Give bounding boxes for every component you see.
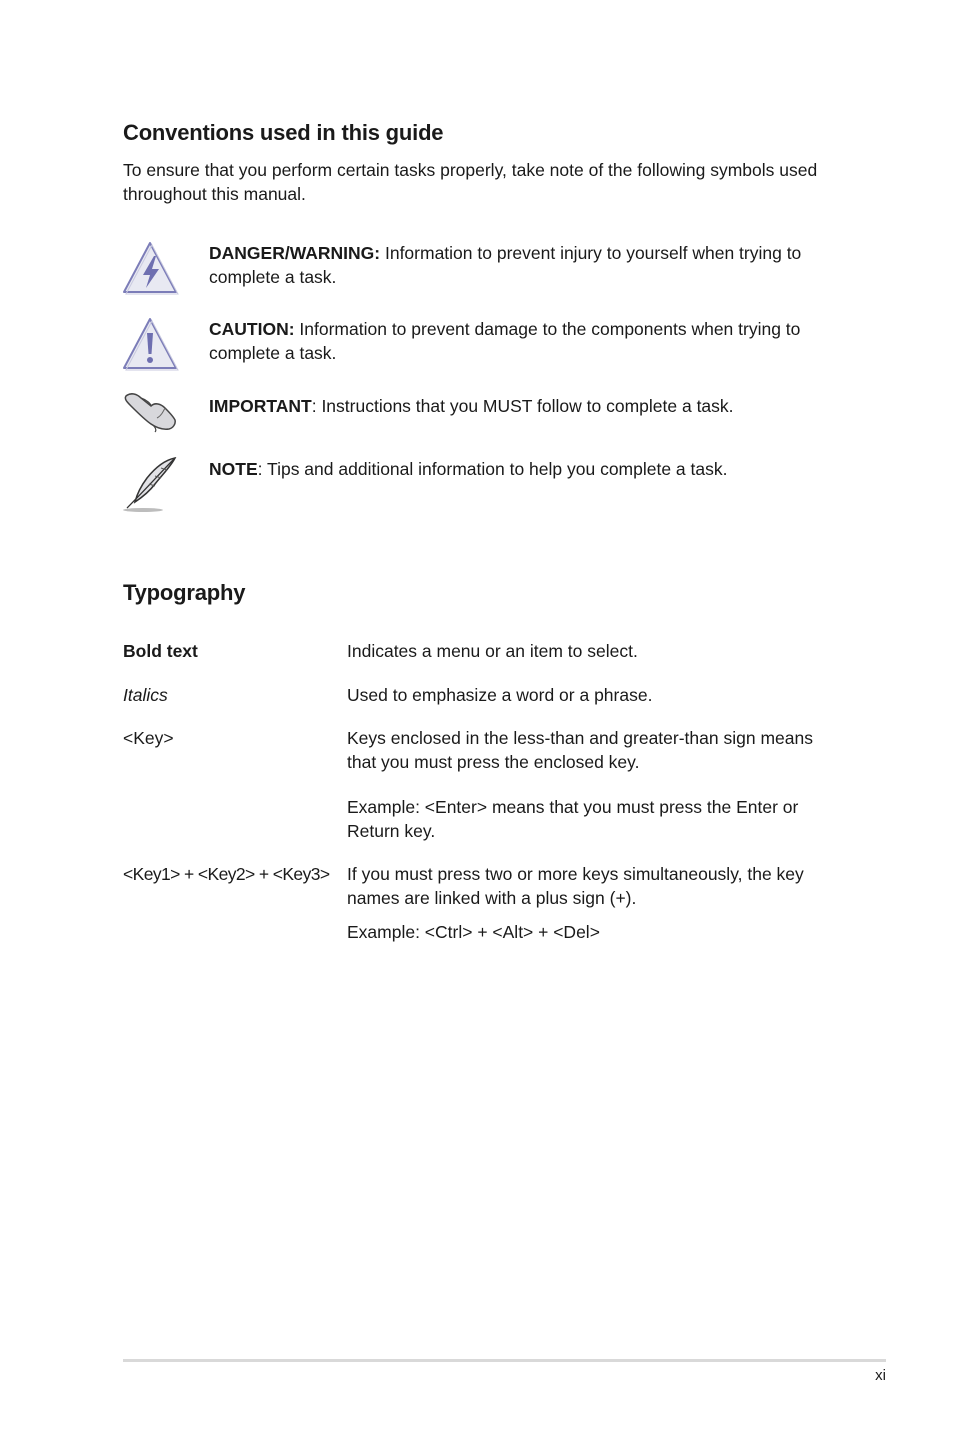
typography-desc-italics: Used to emphasize a word or a phrase. <box>347 685 653 705</box>
page-number: xi <box>875 1367 886 1384</box>
typography-term-bold: Bold text <box>123 641 198 661</box>
notice-caution-text: Information to prevent damage to the components when trying to complete a task. <box>209 319 801 363</box>
notice-caution <box>209 318 829 365</box>
notice-caution-label: CAUTION: <box>209 319 295 339</box>
notice-note-label: NOTE <box>209 459 258 479</box>
notice-warning-text: Information to prevent injury to yourself when trying to complete a task. <box>209 243 802 287</box>
notice-important <box>209 395 829 419</box>
notice-warning <box>209 242 829 289</box>
typography-desc-bold: Indicates a menu or an item to select. <box>347 641 638 661</box>
pointing-hand-icon <box>121 386 179 444</box>
quill-pen-icon <box>121 454 179 514</box>
typography-example-key: Example: <Enter> means that you must press the Enter or Return key. <box>347 797 799 841</box>
typography-example-keycombo: Example: <Ctrl> + <Alt> + <Del> <box>347 922 600 942</box>
typography-desc-keycombo: If you must press two or more keys simultaneously, the key names are linked with a plus sign (+). <box>347 864 804 908</box>
notice-warning-label: DANGER/WARNING: <box>209 243 381 263</box>
typography-desc-key: Keys enclosed in the less-than and greater-than sign means that you must press the enclosed key. <box>347 728 813 772</box>
conventions-title: Conventions used in this guide <box>123 120 444 145</box>
notice-note-text: : Tips and additional information to help you complete a task. <box>257 459 728 479</box>
conventions-intro: To ensure that you perform certain tasks properly, take note of the following symbols used throughout this manual. <box>123 160 818 204</box>
typography-term-key: <Key> <box>123 728 174 748</box>
notice-important-label: IMPORTANT <box>209 396 312 416</box>
typography-term-italics: Italics <box>123 685 168 705</box>
footer-divider <box>123 1359 886 1362</box>
typography-term-keycombo: <Key1> + <Key2> + <Key3> <box>123 864 330 884</box>
typography-title: Typography <box>123 580 246 605</box>
warning-lightning-icon <box>121 240 179 298</box>
notice-important-text: : Instructions that you MUST follow to complete a task. <box>311 396 734 416</box>
notice-note <box>209 458 829 482</box>
caution-exclamation-icon <box>121 316 179 374</box>
